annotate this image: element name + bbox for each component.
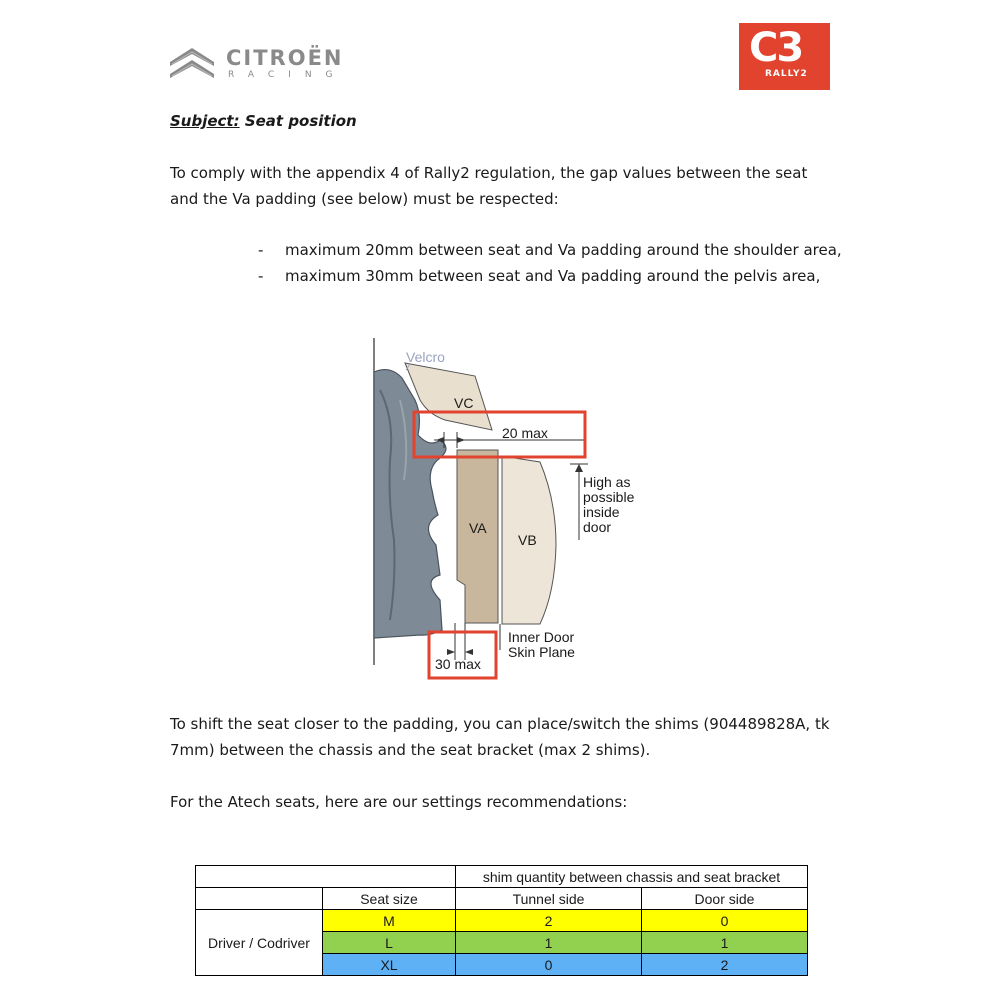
- table-col-door: Door side: [642, 888, 808, 910]
- table-col-tunnel: Tunnel side: [456, 888, 642, 910]
- table-cell-size: L: [323, 932, 456, 954]
- bullet-dash: -: [258, 241, 264, 259]
- brand-sub: RACING: [228, 70, 347, 80]
- page-header: [0, 0, 1000, 100]
- high-line-1: High as: [583, 474, 631, 490]
- citroen-racing-logo: [168, 42, 368, 84]
- table-empty-cell: [196, 888, 323, 910]
- high-line-2: possible: [583, 489, 635, 505]
- bullet-text: maximum 20mm between seat and Va padding around the shoulder area,: [285, 241, 842, 259]
- shim-settings-table: [195, 865, 808, 976]
- list-item: [258, 237, 858, 263]
- gap-requirements-list: [258, 237, 858, 289]
- table-cell-tunnel: 2: [456, 910, 642, 932]
- brand-name: CITROËN: [226, 46, 344, 70]
- bullet-dash: -: [258, 267, 264, 285]
- table-col-seat-size: Seat size: [323, 888, 456, 910]
- c3-logo-sub: RALLY2: [765, 69, 808, 79]
- gap-bottom-label: 30 max: [435, 656, 481, 672]
- velcro-label: Velcro: [406, 349, 445, 365]
- c3-rally2-logo: [739, 23, 830, 90]
- table-row-label: Driver / Codriver: [196, 910, 323, 976]
- table-row: [196, 910, 808, 932]
- vb-label: VB: [518, 532, 537, 548]
- gap-top-label: 20 max: [502, 425, 548, 441]
- table-header-row: [196, 888, 808, 910]
- atech-paragraph: For the Atech seats, here are our settings recommendations:: [170, 793, 628, 811]
- va-pad: [457, 450, 498, 623]
- table-cell-door: 0: [642, 910, 808, 932]
- seat-padding-diagram: [360, 330, 650, 685]
- va-label: VA: [469, 520, 487, 536]
- list-item: [258, 263, 858, 289]
- high-line-3: inside: [583, 504, 620, 520]
- table-cell-size: XL: [323, 954, 456, 976]
- subject-label: Subject:: [170, 112, 240, 130]
- bullet-text: maximum 30mm between seat and Va padding around the pelvis area,: [285, 267, 821, 285]
- shim-paragraph: To shift the seat closer to the padding, you can place/switch the shims (904489828A, tk 7mm) between the chassis and the seat bracket (max 2 shims).: [170, 715, 830, 759]
- vc-label: VC: [454, 395, 474, 411]
- chevron-logo-icon: [168, 42, 218, 84]
- table-empty-cell: [196, 866, 456, 888]
- table-cell-door: 1: [642, 932, 808, 954]
- table-cell-tunnel: 1: [456, 932, 642, 954]
- table-header-row: [196, 866, 808, 888]
- table-cell-door: 2: [642, 954, 808, 976]
- intro-paragraph: To comply with the appendix 4 of Rally2 regulation, the gap values between the seat and the Va padding (see below) must be respected:: [170, 164, 808, 208]
- c3-logo-text: C3: [749, 25, 803, 71]
- subject-line: [170, 112, 357, 130]
- door-line-1: Inner Door: [508, 629, 575, 645]
- high-line-4: door: [583, 519, 612, 535]
- door-line-2: Skin Plane: [508, 644, 575, 660]
- table-cell-size: M: [323, 910, 456, 932]
- table-group-header: shim quantity between chassis and seat bracket: [456, 866, 808, 888]
- subject-title: Seat position: [239, 112, 357, 130]
- table-cell-tunnel: 0: [456, 954, 642, 976]
